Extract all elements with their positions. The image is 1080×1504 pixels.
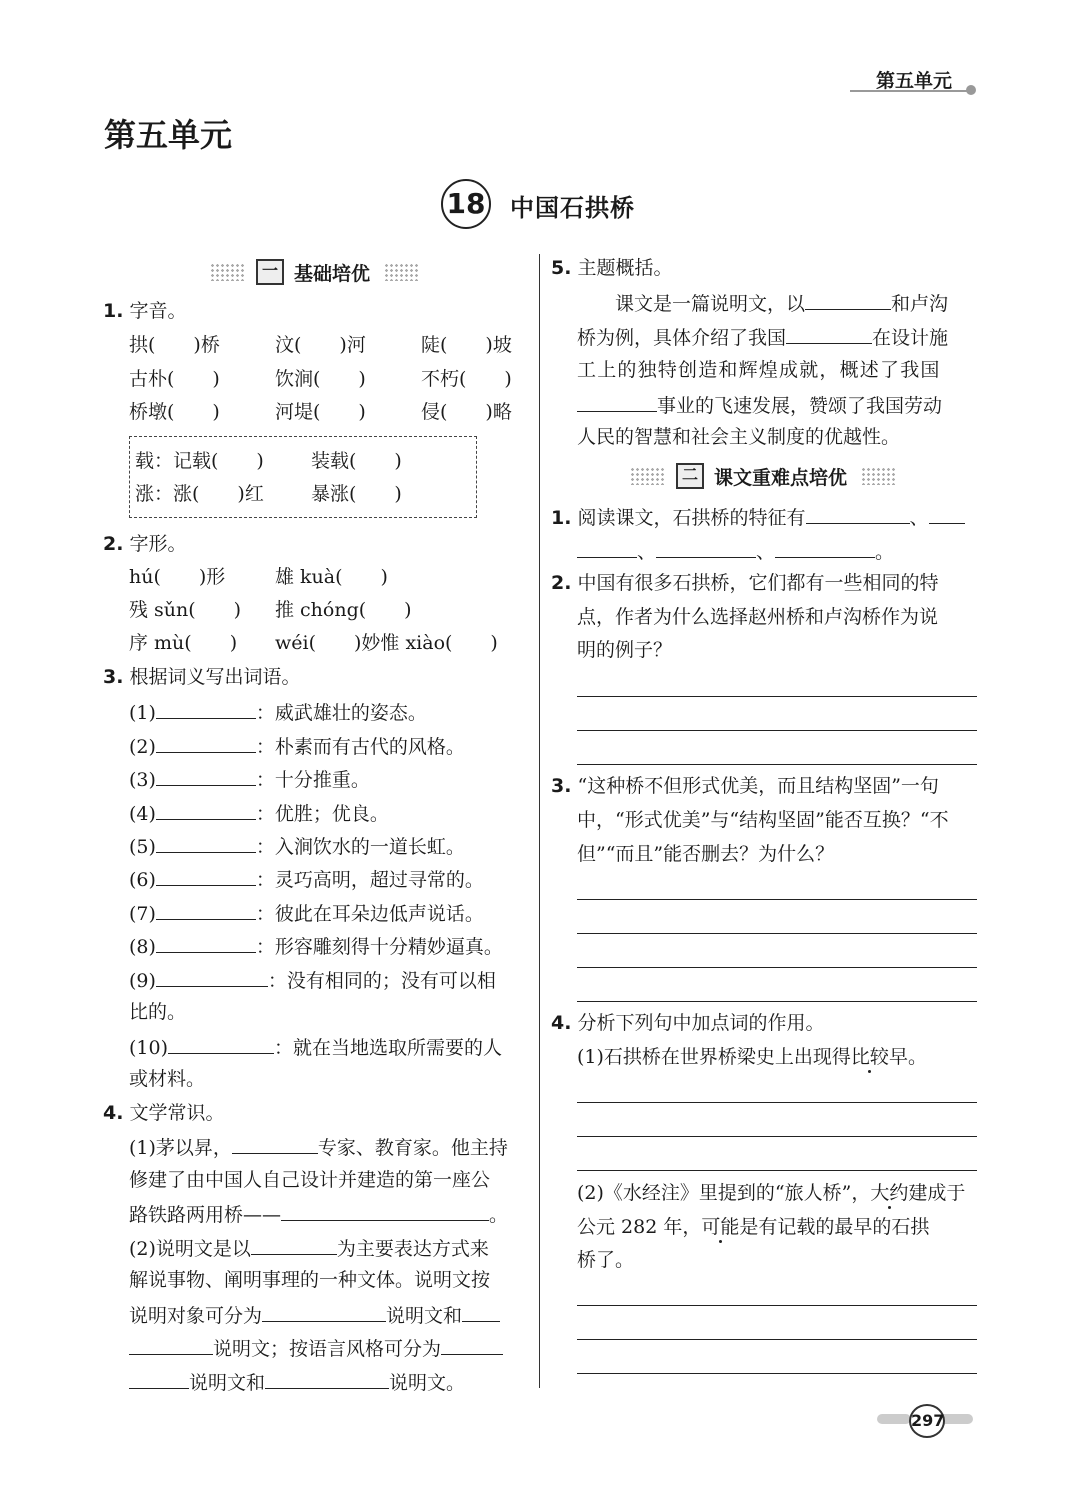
dotted-word: 可能 [701, 1216, 740, 1238]
key-question-1-cont: 、 、 。 [577, 537, 894, 565]
sentence-2: (2)《水经注》里提到的“旅人桥”，大约建成于 [577, 1182, 966, 1204]
section-header-key [630, 463, 895, 489]
definition-item: (1) ：威武雄壮的姿态。 [129, 698, 427, 726]
question-4-heading: 4. 文学常识。 [103, 1102, 225, 1124]
definition-item: (10) ：就在当地选取所需要的人 [129, 1033, 502, 1061]
literature-line: 修建了由中国人自己设计并建造的第一座公 [129, 1169, 491, 1191]
char-item: wéi( )妙惟 xiào( ) [275, 632, 498, 654]
page-number: 297 [909, 1404, 945, 1438]
section-number: 二 [676, 463, 704, 489]
polyphone-item: 装载( ) [311, 450, 402, 472]
section-title: 基础培优 [294, 262, 371, 285]
pinyin-item: 不朽( ) [421, 368, 512, 390]
answer-line[interactable] [577, 696, 977, 697]
answer-line[interactable] [577, 764, 977, 765]
section-number: 一 [256, 259, 284, 285]
definition-item: (9) ：没有相同的；没有可以相 [129, 966, 496, 994]
column-divider [539, 254, 540, 1388]
pinyin-item: 河堤( ) [275, 401, 366, 423]
answer-line[interactable] [577, 1102, 977, 1103]
literature-line: (2)说明文是以 为主要表达方式来 [129, 1234, 489, 1262]
definition-item: (3) ：十分推重。 [129, 765, 370, 793]
theme-line: 课文是一篇说明文，以 和卢沟 [615, 289, 948, 317]
literature-line: 说明文；按语言风格可分为 [129, 1334, 503, 1362]
definition-item: (7) ：彼此在耳朵边低声说话。 [129, 899, 484, 927]
dots-decoration-icon [384, 263, 418, 281]
section-header-basic [210, 259, 418, 285]
sentence-1: (1)石拱桥在世界桥梁史上出现得比较早。 [577, 1046, 927, 1068]
char-item: hú( )形 [129, 566, 226, 588]
definition-item-cont: 或材料。 [129, 1068, 206, 1090]
literature-line: 说明文和 说明文。 [129, 1368, 465, 1396]
running-header-unit: 第五单元 [875, 70, 952, 92]
question-3-heading: 3. 根据词义写出词语。 [103, 666, 301, 688]
definition-item: (2) ：朴素而有古代的风格。 [129, 732, 465, 760]
char-item: 残 sǔn( ) [129, 599, 242, 621]
key-question-3-line: 但”“而且”能否删去？为什么？ [577, 843, 835, 865]
page-number-badge [877, 1404, 973, 1434]
literature-line: 路铁路两用桥—— 。 [129, 1200, 508, 1228]
key-question-2-line: 明的例子？ [577, 639, 673, 661]
dotted-word: 大约 [870, 1182, 909, 1204]
lesson-title: 中国石拱桥 [510, 194, 635, 222]
key-question-4: 4. 分析下列句中加点词的作用。 [551, 1012, 825, 1034]
theme-line: 工上的独特创造和辉煌成就，概述了我国 [577, 359, 941, 381]
answer-line[interactable] [577, 967, 977, 968]
answer-line[interactable] [577, 1373, 977, 1374]
definition-item-cont: 比的。 [129, 1001, 187, 1023]
polyphone-item: 载：记载( ) [135, 450, 264, 472]
theme-line: 桥为例，具体介绍了我国 在设计施 [577, 323, 948, 351]
dots-decoration-icon [210, 263, 244, 281]
dotted-word: 比较 [850, 1046, 889, 1068]
key-question-2: 2. 中国有很多石拱桥，它们都有一些相同的特 [551, 572, 939, 594]
pinyin-item: 陡( )坡 [421, 334, 512, 356]
key-question-3: 3. “这种桥不但形式优美，而且结构坚固”一句 [551, 775, 939, 797]
header-rule [850, 90, 970, 92]
answer-line[interactable] [577, 1170, 977, 1171]
definition-item: (8) ：形容雕刻得十分精妙逼真。 [129, 932, 503, 960]
answer-line[interactable] [577, 1136, 977, 1137]
definition-item: (4) ：优胜；优良。 [129, 799, 389, 827]
question-5-heading: 5. 主题概括。 [551, 257, 673, 279]
literature-line: 解说事物、阐明事理的一种文体。说明文按 [129, 1269, 491, 1291]
sentence-2-line: 公元 282 年，可能是有记载的最早的石拱 [577, 1216, 930, 1238]
key-question-3-line: 中，“形式优美”与“结构坚固”能否互换？“不 [577, 809, 949, 831]
key-question-2-line: 点，作者为什么选择赵州桥和卢沟桥作为说 [577, 606, 939, 628]
literature-line: 说明对象可分为 说明文和 [129, 1301, 500, 1329]
answer-line[interactable] [577, 933, 977, 934]
char-item: 序 mù( ) [129, 632, 238, 654]
literature-line: (1)茅以昇， 专家、教育家。他主持 [129, 1133, 508, 1161]
dots-decoration-icon [630, 467, 664, 485]
pinyin-item: 侵( )略 [421, 401, 512, 423]
pinyin-item: 古朴( ) [129, 368, 220, 390]
char-item: 雄 kuà( ) [275, 566, 388, 588]
pinyin-item: 桥墩( ) [129, 401, 220, 423]
pinyin-item: 饮涧( ) [275, 368, 366, 390]
section-title: 课文重难点培优 [714, 466, 848, 489]
question-1-heading: 1. 字音。 [103, 300, 187, 322]
dots-decoration-icon [861, 467, 895, 485]
char-item: 推 chóng( ) [275, 599, 412, 621]
theme-line: 人民的智慧和社会主义制度的优越性。 [577, 426, 901, 448]
key-question-1: 1. 阅读课文，石拱桥的特征有 、 [551, 503, 965, 531]
answer-line[interactable] [577, 1305, 977, 1306]
lesson-number-badge: 18 [441, 179, 491, 229]
sentence-2-line: 桥了。 [577, 1249, 635, 1271]
polyphone-item: 暴涨( ) [311, 483, 402, 505]
answer-line[interactable] [577, 1339, 977, 1340]
unit-title: 第五单元 [104, 116, 233, 154]
polyphone-item: 涨：涨( )红 [135, 483, 264, 505]
answer-line[interactable] [577, 730, 977, 731]
answer-line[interactable] [577, 1001, 977, 1002]
definition-item: (6) ：灵巧高明，超过寻常的。 [129, 865, 484, 893]
pinyin-item: 拱( )桥 [129, 334, 220, 356]
pinyin-item: 汶( )河 [275, 334, 366, 356]
page-bar-left [877, 1414, 911, 1424]
theme-line: 事业的飞速发展，赞颂了我国劳动 [577, 391, 942, 419]
definition-item: (5) ：入涧饮水的一道长虹。 [129, 832, 465, 860]
header-rule-dot [966, 85, 976, 95]
answer-line[interactable] [577, 899, 977, 900]
question-2-heading: 2. 字形。 [103, 533, 187, 555]
